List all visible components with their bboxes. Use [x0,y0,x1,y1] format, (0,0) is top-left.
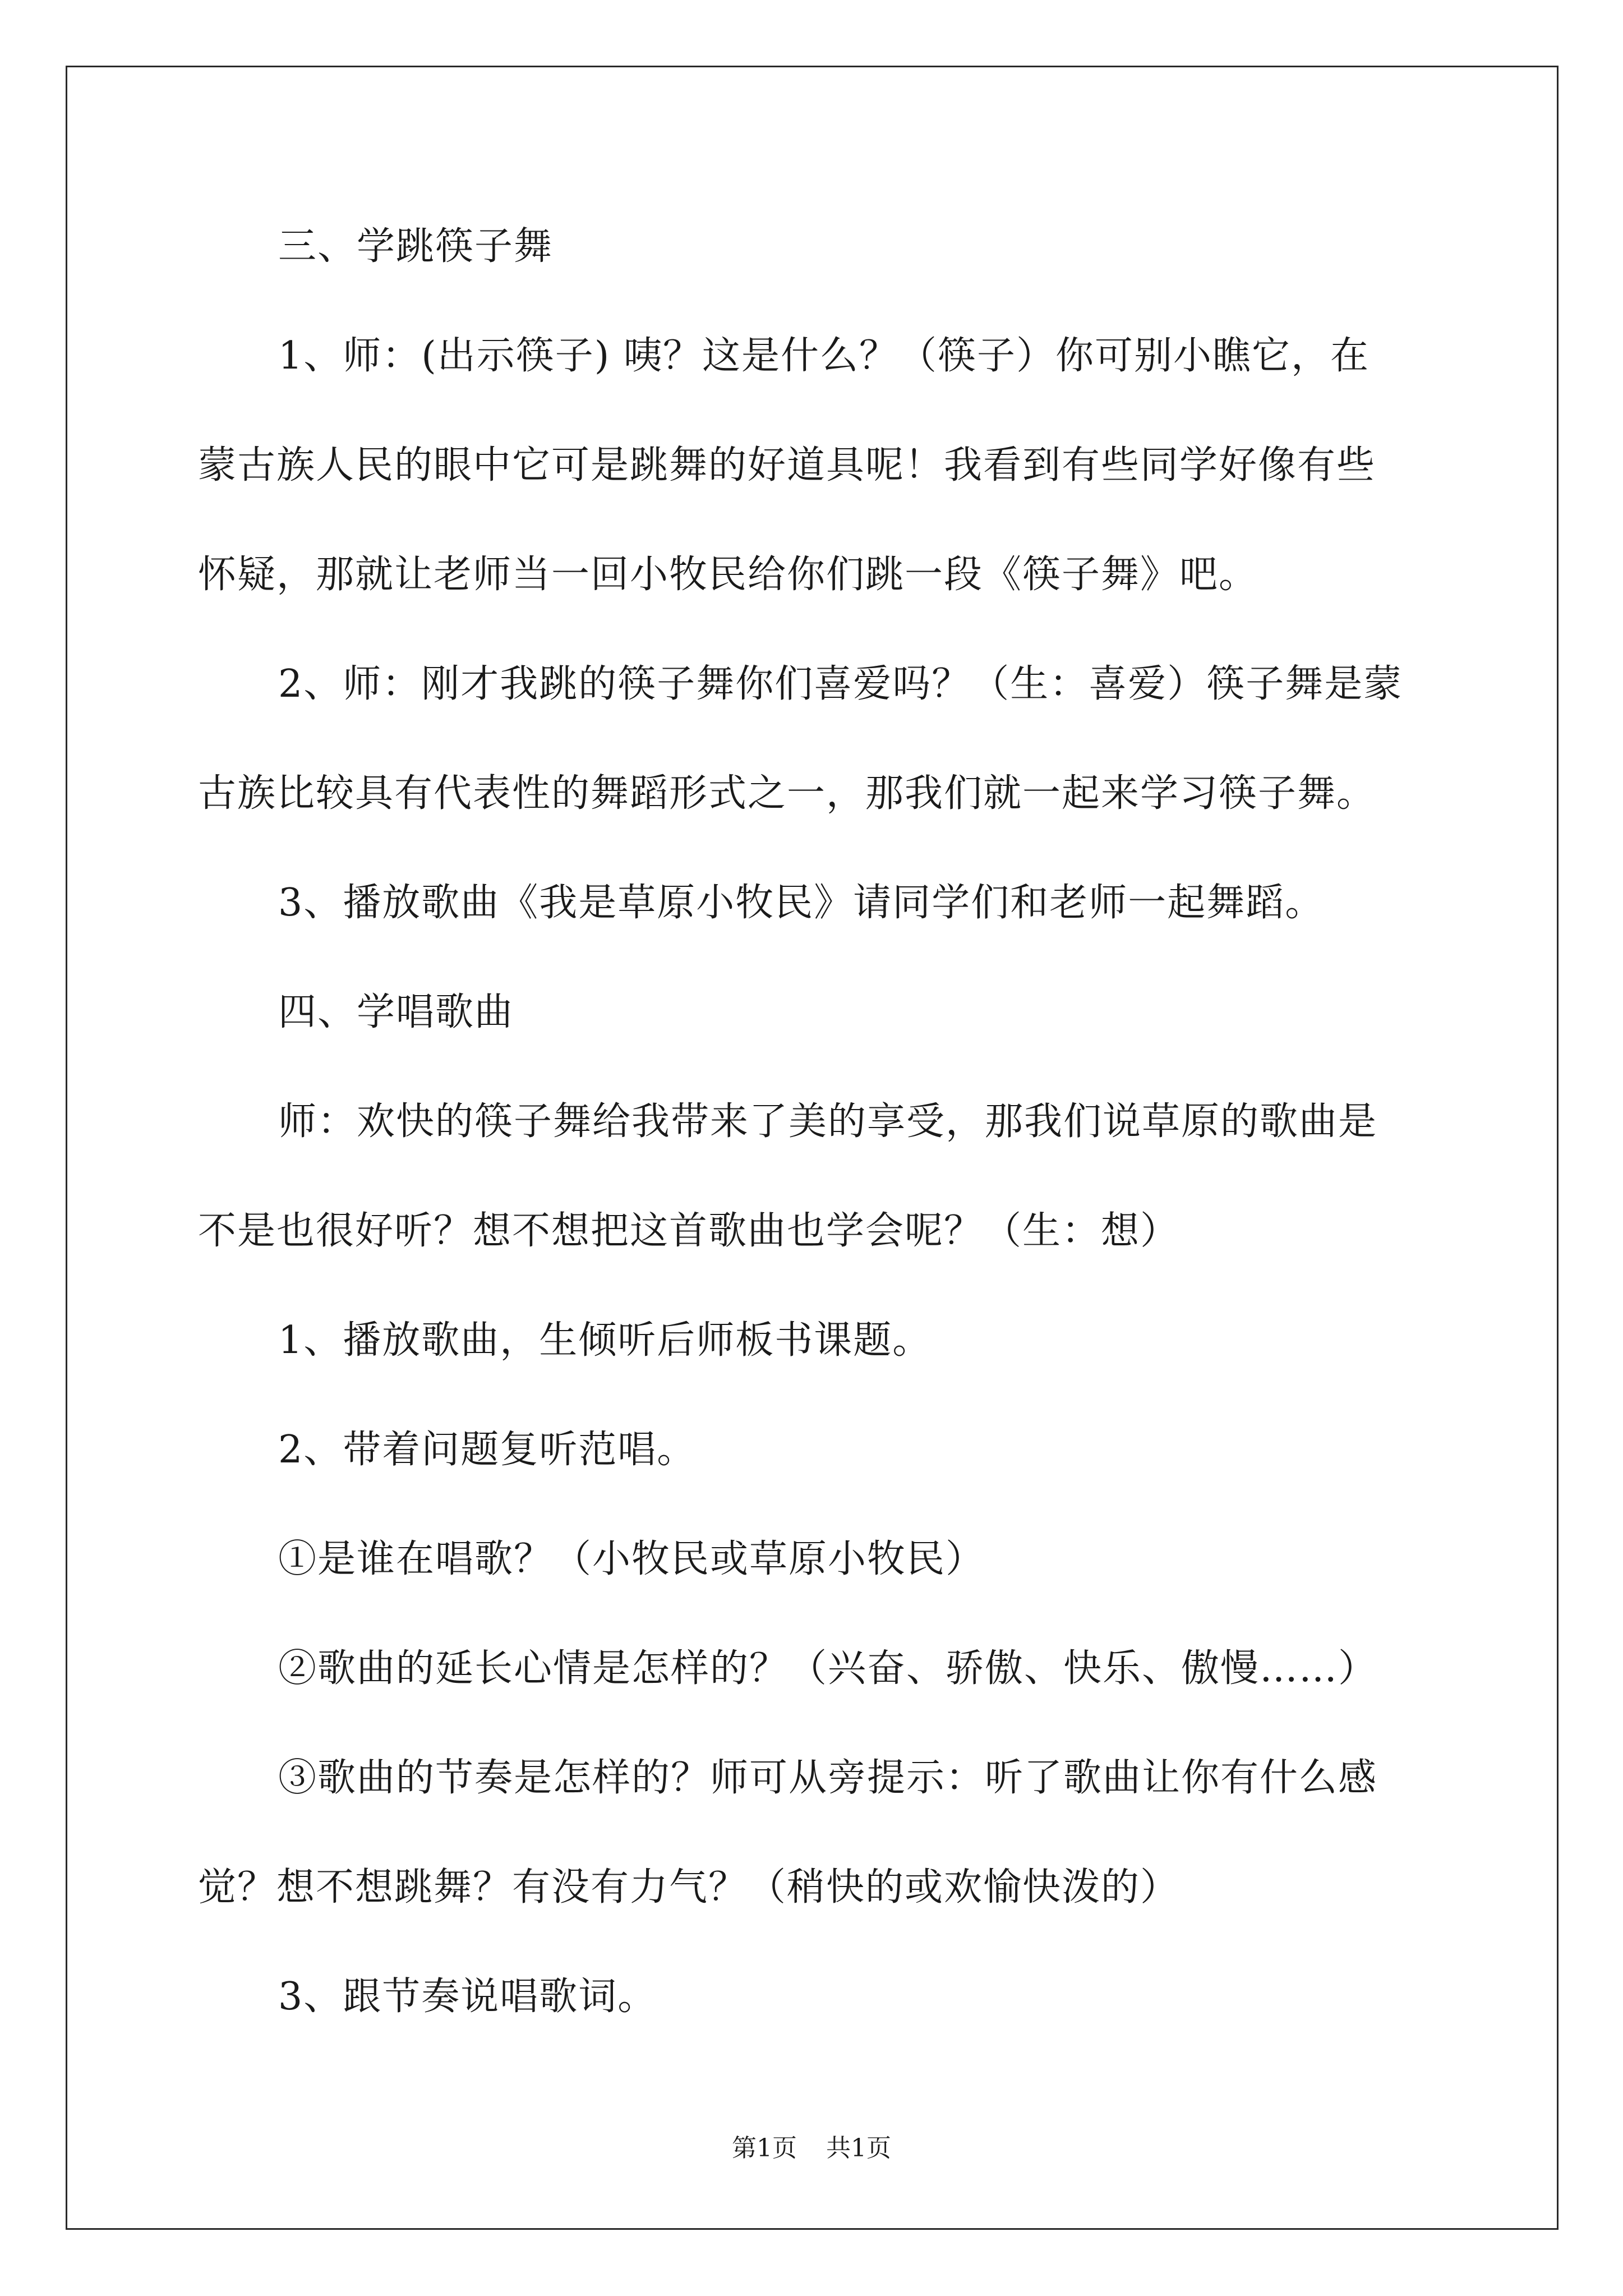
section-heading-4: 四、学唱歌曲 [278,990,514,1034]
section-heading-3: 三、学跳筷子舞 [278,224,554,269]
paragraph-line: 蒙古族人民的眼中它可是跳舞的好道具呢！我看到有些同学好像有些 [198,443,1376,487]
paragraph-line: ③歌曲的节奏是怎样的？师可从旁提示：听了歌曲让你有什么感 [278,1756,1378,1800]
paragraph-line: 3、播放歌曲《我是草原小牧民》请同学们和老师一起舞蹈。 [278,881,1325,925]
paragraph-line: ①是谁在唱歌？（小牧民或草原小牧民） [278,1537,985,1581]
paragraph-line: 1、师：(出示筷子) 咦？这是什么？（筷子）你可别小瞧它，在 [278,334,1370,378]
paragraph-line: 不是也很好听？想不想把这首歌曲也学会呢？（生：想） [198,1209,1180,1253]
paragraph-line: 觉？想不想跳舞？有没有力气？（稍快的或欢愉快泼的） [198,1865,1180,1910]
paragraph-line: 怀疑，那就让老师当一回小牧民给你们跳一段《筷子舞》吧。 [198,553,1258,597]
paragraph-line: 师：欢快的筷子舞给我带来了美的享受，那我们说草原的歌曲是 [278,1099,1378,1144]
paragraph-line: 古族比较具有代表性的舞蹈形式之一，那我们就一起来学习筷子舞。 [198,771,1376,816]
paragraph-line: 2、师：刚才我跳的筷子舞你们喜爱吗？（生：喜爱）筷子舞是蒙 [278,662,1403,706]
page-footer [0,2132,1623,2165]
page-number: 第1页 [732,2134,797,2162]
paragraph-line: 1、播放歌曲，生倾听后师板书课题。 [278,1318,932,1363]
page-total: 共1页 [826,2134,891,2162]
paragraph-line: 3、跟节奏说唱歌词。 [278,1975,657,2019]
paragraph-line: ②歌曲的延长心情是怎样的？（兴奋、骄傲、快乐、傲慢……） [278,1646,1378,1691]
paragraph-line: 2、带着问题复听范唱。 [278,1428,697,1472]
